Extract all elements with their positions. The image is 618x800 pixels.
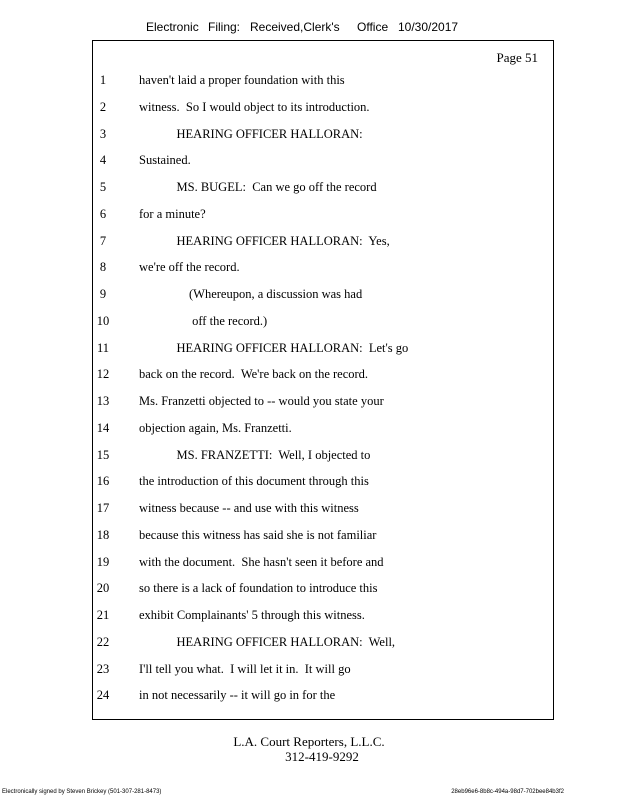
line-number: 4 <box>99 153 107 168</box>
line-text: (Whereupon, a discussion was had <box>139 287 363 301</box>
line-number: 10 <box>96 313 110 328</box>
line-text: HEARING OFFICER HALLORAN: Let's go <box>139 340 409 355</box>
line-number: 18 <box>96 527 110 542</box>
line-text: objection again, Ms. Franzetti. <box>139 420 292 435</box>
line-number: 22 <box>96 634 110 649</box>
transcript-line <box>0 308 560 334</box>
line-text: witness. So I would object to its introduction. <box>139 99 370 114</box>
transcript-line <box>0 656 560 682</box>
transcript-line <box>0 629 560 655</box>
line-text: the introduction of this document through this <box>139 474 369 489</box>
transcript-line <box>0 682 560 708</box>
line-number: 13 <box>96 394 110 408</box>
line-text: so there is a lack of foundation to introduce this <box>139 581 378 596</box>
transcript-line <box>0 94 560 120</box>
line-text: HEARING OFFICER HALLORAN: <box>139 126 363 141</box>
footer-phone: 312-419-9292 <box>285 749 359 764</box>
line-number: 14 <box>96 420 110 435</box>
transcript-line <box>0 254 560 280</box>
line-text: with the document. She hasn't seen it before and <box>139 554 384 569</box>
signature-left: Electronically signed by Steven Brickey (501-307-281-8473) <box>2 789 162 795</box>
line-number: 21 <box>96 608 110 622</box>
transcript-line <box>0 495 560 521</box>
line-number: 15 <box>96 447 110 462</box>
line-text: I'll tell you what. I will let it in. It will go <box>139 661 351 676</box>
line-number: 3 <box>99 126 107 141</box>
transcript-line <box>0 388 560 414</box>
transcript-line <box>0 361 560 387</box>
line-text: HEARING OFFICER HALLORAN: Well, <box>139 634 396 649</box>
line-text: because this witness has said she is not familiar <box>139 527 377 542</box>
line-text: Sustained. <box>139 153 191 168</box>
footer-company: L.A. Court Reporters, L.L.C. <box>233 734 385 749</box>
transcript-line <box>0 442 560 468</box>
line-number: 16 <box>96 474 110 489</box>
transcript-line <box>0 415 560 441</box>
transcript-line <box>0 228 560 254</box>
line-number: 23 <box>96 661 110 676</box>
transcript-line <box>0 549 560 575</box>
line-number: 8 <box>99 260 107 275</box>
line-number: 6 <box>99 206 107 221</box>
line-number: 19 <box>96 554 110 569</box>
line-number: 7 <box>99 233 107 248</box>
transcript-line <box>0 468 560 494</box>
line-text: for a minute? <box>139 206 206 221</box>
line-number: 20 <box>96 581 110 596</box>
transcript-line <box>0 67 560 93</box>
header-date: 10/30/2017 <box>398 20 459 34</box>
line-text: MS. BUGEL: Can we go off the record <box>139 180 377 194</box>
line-number: 5 <box>99 180 107 194</box>
line-text: Ms. Franzetti objected to -- would you state your <box>139 394 384 408</box>
transcript-line <box>0 575 560 601</box>
signature-right: 28eb96e6-8b8c-494a-98d7-702bee84b3f2 <box>451 789 564 795</box>
line-text: haven't laid a proper foundation with this <box>139 73 345 87</box>
line-text: HEARING OFFICER HALLORAN: Yes, <box>139 233 390 248</box>
line-number: 2 <box>99 99 107 114</box>
header-office: Office <box>357 20 389 34</box>
transcript-line <box>0 174 560 200</box>
header-received: Received,Clerk's <box>250 20 340 34</box>
line-number: 17 <box>96 501 110 515</box>
line-text: in not necessarily -- it will go in for the <box>139 688 336 703</box>
transcript-line <box>0 201 560 227</box>
page-number: Page 51 <box>496 50 538 65</box>
line-number: 1 <box>99 73 107 87</box>
line-number: 12 <box>96 367 110 382</box>
line-number: 24 <box>96 688 110 703</box>
transcript-line <box>0 602 560 628</box>
transcript-line <box>0 335 560 361</box>
line-number: 9 <box>99 287 107 301</box>
header-filing: Filing: <box>208 20 241 34</box>
transcript-line <box>0 281 560 307</box>
line-text: off the record.) <box>139 313 268 328</box>
filing-header <box>0 20 618 38</box>
transcript-line <box>0 147 560 173</box>
header-electronic: Electronic <box>146 20 199 34</box>
line-text: back on the record. We're back on the record. <box>139 367 369 382</box>
transcript-line <box>0 522 560 548</box>
line-text: witness because -- and use with this witness <box>139 501 359 515</box>
line-number: 11 <box>96 340 110 355</box>
line-text: we're off the record. <box>139 260 240 275</box>
transcript-line <box>0 121 560 147</box>
line-text: exhibit Complainants' 5 through this witness. <box>139 608 365 622</box>
line-text: MS. FRANZETTI: Well, I objected to <box>139 447 371 462</box>
